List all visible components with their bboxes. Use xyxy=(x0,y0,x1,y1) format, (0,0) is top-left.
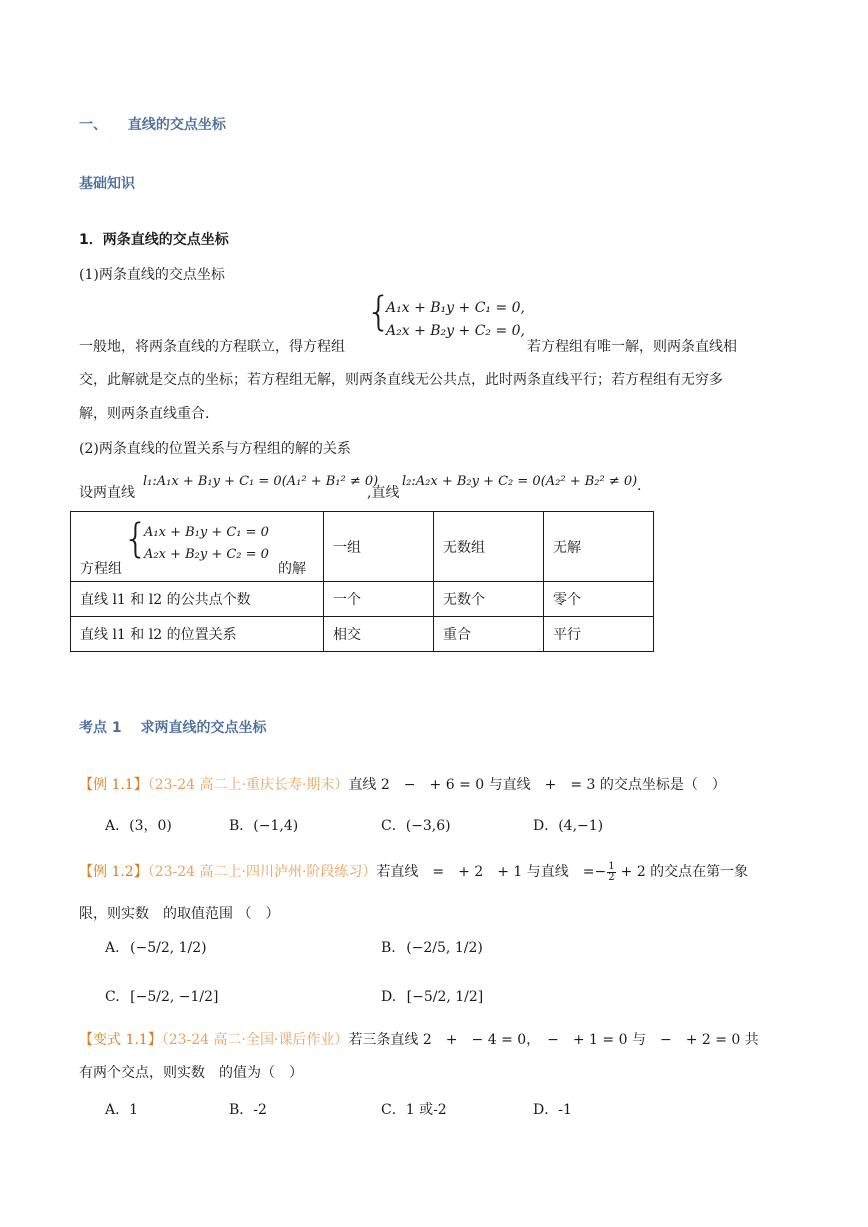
row-label: 直线 l1 和 l2 的公共点个数 xyxy=(71,582,324,617)
option-content: (−2/5, 1/2) xyxy=(406,940,483,956)
example-1-2-option-a xyxy=(105,940,207,956)
basic-knowledge-heading: 基础知识 xyxy=(79,176,135,192)
row-cell: 零个 xyxy=(544,582,654,617)
option-content: [−5/2, 1/2] xyxy=(406,989,484,1005)
table-row xyxy=(71,617,654,652)
variant-1-1-option-b: B．-2 xyxy=(229,1102,267,1118)
variant-1-1-option-c: C．1 或-2 xyxy=(381,1102,447,1118)
example-1-1 xyxy=(79,774,726,794)
example-1-2-option-d xyxy=(381,989,483,1005)
example-source: （23-24 高二上·重庆长寿·期末） xyxy=(147,777,349,793)
variant-source: （23-24 高二·全国·课后作业） xyxy=(161,1032,349,1048)
table-header-row xyxy=(71,512,654,582)
para1-line2: 交，此解就是交点的坐标；若方程组无解，则两条直线无公共点，此时两条直线平行；若方程组有无穷多 xyxy=(79,372,723,388)
variant-1-1 xyxy=(79,1029,759,1049)
row-cell: 一个 xyxy=(324,582,434,617)
setline-mid: ,直线 xyxy=(367,485,400,501)
example-1-1-option-d: D．(4,−1) xyxy=(533,818,604,834)
example-1-2-line2: 限，则实数 的取值范围 （ ） xyxy=(79,906,280,922)
system-suffix: 的解 xyxy=(278,560,306,577)
variant-1-1-option-d: D．-1 xyxy=(533,1102,572,1118)
row-cell: 无数个 xyxy=(434,582,544,617)
example-1-1-option-b: B．(−1,4) xyxy=(229,818,299,834)
line-l1-equation: l₁:A₁x + B₁y + C₁ = 0(A₁² + B₁² ≠ 0) xyxy=(143,474,379,489)
option-label: A. xyxy=(105,940,120,956)
example-tag: 【例 1.2】 xyxy=(79,864,148,880)
option-label: D. xyxy=(381,989,397,1005)
example-text-b: + 2 的交点在第一象 xyxy=(620,864,749,880)
example-text: 直线 2 − + 6 = 0 与直线 + = 3 的交点坐标是（ ） xyxy=(348,777,726,793)
option-content: (−5/2, 1/2) xyxy=(130,940,207,956)
system-eq1: A₁x + B₁y + C₁ = 0, xyxy=(386,300,526,316)
row-cell: 平行 xyxy=(544,617,654,652)
brace-glyph: { xyxy=(366,289,392,335)
section-number: 一、 xyxy=(79,117,107,133)
para1-line3: 解，则两条直线重合. xyxy=(79,406,210,422)
row-cell: 重合 xyxy=(434,617,544,652)
variant-1-1-line2: 有两个交点，则实数 的值为（ ） xyxy=(79,1065,303,1081)
table-brace-glyph: { xyxy=(123,515,149,562)
example-1-2-option-b xyxy=(381,940,483,956)
option-label: C. xyxy=(105,989,120,1005)
sub1-title: (1)两条直线的交点坐标 xyxy=(79,267,225,283)
table-system-eq2: A₂x + B₂y + C₂ = 0 xyxy=(144,546,269,562)
kaodian-heading xyxy=(79,717,267,737)
kaodian-label: 考点 1 xyxy=(79,720,122,736)
line-l2-equation: l₂:A₂x + B₂y + C₂ = 0(A₂² + B₂² ≠ 0) xyxy=(402,474,638,489)
kaodian-title: 求两直线的交点坐标 xyxy=(140,720,267,736)
example-1-1-option-a: A．(3，0) xyxy=(105,818,172,834)
variant-text: 若三条直线 2 + − 4 = 0， − + 1 = 0 与 − + 2 = 0 共 xyxy=(348,1032,759,1048)
fraction-numerator: 1 xyxy=(608,860,615,872)
example-tag: 【例 1.1】 xyxy=(79,777,148,793)
row-label: 直线 l1 和 l2 的位置关系 xyxy=(71,617,324,652)
fraction-denominator: 2 xyxy=(608,871,615,883)
example-text-a: 若直线 = + 2 + 1 与直线 =− xyxy=(376,864,607,880)
point1-heading: 1．两条直线的交点坐标 xyxy=(79,232,229,248)
table-header-system-cell xyxy=(71,512,324,582)
variant-1-1-option-a: A．1 xyxy=(105,1102,139,1118)
variant-tag: 【变式 1.1】 xyxy=(79,1032,162,1048)
section-heading xyxy=(79,114,226,134)
table-header-col-1: 一组 xyxy=(324,512,434,582)
example-1-1-option-c: C．(−3,6) xyxy=(381,818,451,834)
sub2-title: (2)两条直线的位置关系与方程组的解的关系 xyxy=(79,441,351,457)
table-system-eq1: A₁x + B₁y + C₁ = 0 xyxy=(144,524,269,540)
example-1-2-option-c xyxy=(105,989,218,1005)
example-1-2 xyxy=(79,861,748,883)
option-content: [−5/2, −1/2] xyxy=(130,989,219,1005)
para1-lead: 一般地，将两条直线的方程联立，得方程组 xyxy=(79,339,345,355)
option-label: B. xyxy=(381,940,396,956)
table-row xyxy=(71,582,654,617)
system-prefix: 方程组 xyxy=(80,560,122,577)
setline-end: . xyxy=(637,478,642,494)
table-header-col-3: 无解 xyxy=(544,512,654,582)
setline-lead: 设两直线 xyxy=(79,485,135,501)
example-source: （23-24 高二上·四川泸州·阶段练习） xyxy=(147,864,377,880)
para1-tail: 若方程组有唯一解，则两条直线相 xyxy=(527,339,737,355)
table-header-col-2: 无数组 xyxy=(434,512,544,582)
system-eq2: A₂x + B₂y + C₂ = 0, xyxy=(386,323,526,339)
fraction xyxy=(607,862,615,883)
relationship-table xyxy=(70,511,654,652)
section-title: 直线的交点坐标 xyxy=(127,117,226,133)
row-cell: 相交 xyxy=(324,617,434,652)
